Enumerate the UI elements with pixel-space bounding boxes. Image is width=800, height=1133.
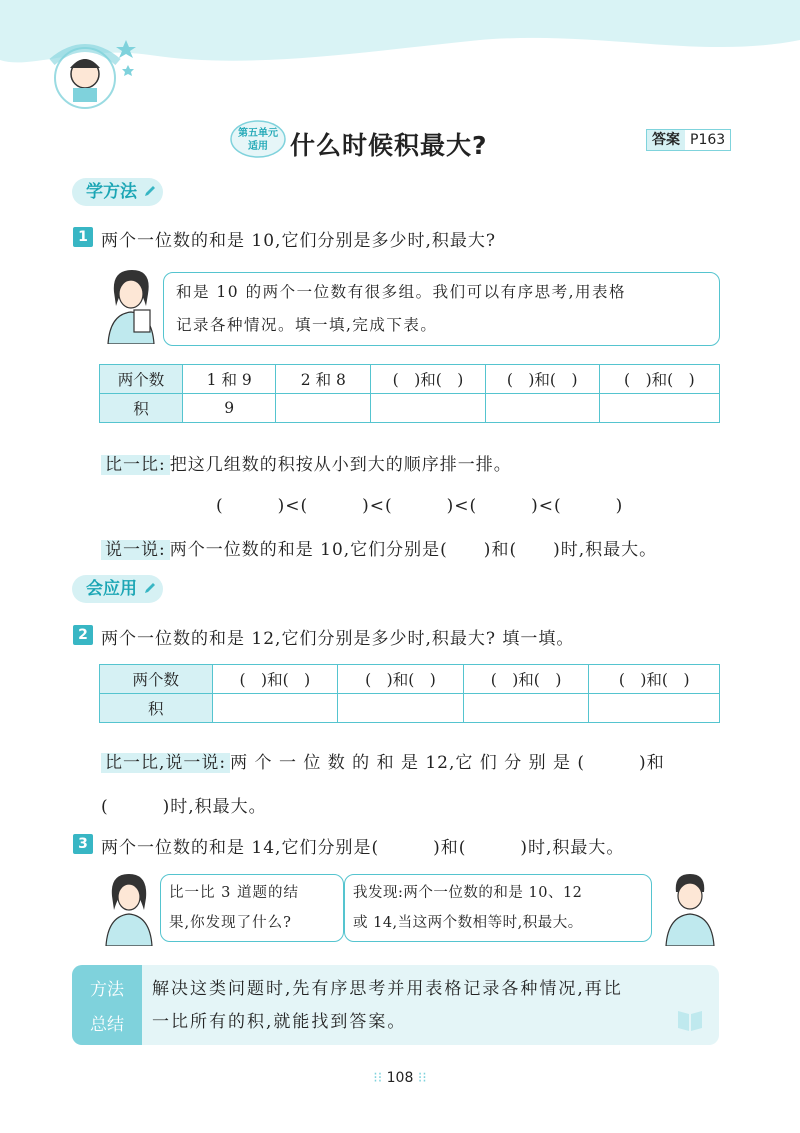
unit-badge [229,119,287,159]
q2-cell[interactable]: ( )和( ) [463,665,589,694]
girl-illustration-2 [100,868,158,946]
q2-cell[interactable] [463,694,589,723]
table-row [100,665,720,694]
q1-order-line[interactable]: ( )<( )<( )<( )<( ) [216,496,624,516]
page-number-ornament-right: ⁝⁝ [417,1070,427,1086]
question-2-text: 两个一位数的和是 12,它们分别是多少时,积最大? 填一填。 [101,629,575,649]
method-summary [72,965,719,1045]
page-number-ornament-left: ⁝⁝ [373,1070,383,1086]
question-number-2: 2 [73,625,93,645]
say-text[interactable]: 两个一位数的和是 10,它们分别是( )和( )时,积最大。 [169,540,658,560]
q2-compare-say [101,748,665,773]
question-number-1: 1 [73,227,93,247]
q1-cell[interactable]: ( )和( ) [485,365,599,394]
section-learn-label: 学方法 [86,182,137,202]
pencil-icon [143,184,157,198]
q1-header-cell: 积 [100,394,183,423]
answer-reference [646,129,731,151]
q1-cell[interactable] [485,394,599,423]
q1-cell: 2 和 8 [276,365,371,394]
q2-cell[interactable]: ( )和( ) [589,665,720,694]
q1-say [101,535,657,560]
q2-cell[interactable] [212,694,338,723]
q1-cell: 1 和 9 [183,365,276,394]
q2-header-cell: 积 [100,694,213,723]
answer-label: 答案 [647,130,685,150]
pencil-icon [143,581,157,595]
q2-compare-say-line2[interactable]: ( )时,积最大。 [101,797,267,817]
table-row [100,394,720,423]
compare-say-text[interactable]: 两 个 一 位 数 的 和 是 12,它 们 分 别 是 ( )和 [230,753,665,773]
q1-cell[interactable] [599,394,719,423]
say-label: 说一说: [101,540,170,560]
q1-cell[interactable]: ( )和( ) [599,365,719,394]
q2-cell[interactable] [589,694,720,723]
page-number [0,1070,800,1086]
page-title: 什么时候积最大? [290,131,488,160]
q1-cell[interactable] [276,394,371,423]
section-apply-label: 会应用 [86,579,137,599]
unit-badge-line1: 第五单元 [238,128,278,139]
question-number-3: 3 [73,834,93,854]
table-row [100,365,720,394]
q1-header-cell: 两个数 [100,365,183,394]
q2-table [99,664,720,723]
page-number-value: 108 [386,1070,414,1086]
q2-cell[interactable] [338,694,464,723]
girl-illustration [100,264,162,344]
compare-label: 比一比: [101,455,170,475]
q1-compare [101,450,512,475]
q3-boy-bubble [344,874,652,942]
section-learn-method [72,178,163,206]
answer-page: P163 [690,132,726,148]
question-3-text[interactable]: 两个一位数的和是 14,它们分别是( )和( )时,积最大。 [101,838,625,858]
summary-line1: 解决这类问题时,先有序思考并用表格记录各种情况,再比 [152,979,623,999]
summary-line2: 一比所有的积,就能找到答案。 [152,1012,407,1032]
girl-bubble-line1: 比一比 3 道题的结 [169,885,299,901]
compare-text: 把这几组数的积按从小到大的顺序排一排。 [169,455,512,475]
q1-hint-line2: 记录各种情况。填一填,完成下表。 [176,316,438,334]
book-icon [676,1007,704,1033]
q3-girl-bubble [160,874,344,942]
q2-header-cell: 两个数 [100,665,213,694]
summary-tag-line2: 总结 [90,1015,124,1035]
question-1-text: 两个一位数的和是 10,它们分别是多少时,积最大? [101,231,496,251]
q1-cell[interactable]: ( )和( ) [371,365,485,394]
q1-hint-bubble [163,272,720,346]
girl-bubble-line2: 果,你发现了什么? [169,915,292,931]
boy-bubble-line1: 我发现:两个一位数的和是 10、12 [353,885,583,901]
q1-cell[interactable] [371,394,485,423]
summary-tag [72,965,142,1045]
compare-say-label: 比一比,说一说: [101,753,230,773]
section-apply [72,575,163,603]
q1-cell: 9 [183,394,276,423]
q2-cell[interactable]: ( )和( ) [338,665,464,694]
q1-table [99,364,720,423]
summary-tag-line1: 方法 [90,980,124,1000]
unit-badge-line2: 适用 [248,141,268,152]
boy-illustration [660,868,720,946]
header-wave [0,0,800,110]
summary-text [152,973,623,1039]
boy-bubble-line2: 或 14,当这两个数相等时,积最大。 [353,915,583,931]
q2-cell[interactable]: ( )和( ) [212,665,338,694]
q1-hint-line1: 和是 10 的两个一位数有很多组。我们可以有序思考,用表格 [176,283,627,301]
table-row [100,694,720,723]
